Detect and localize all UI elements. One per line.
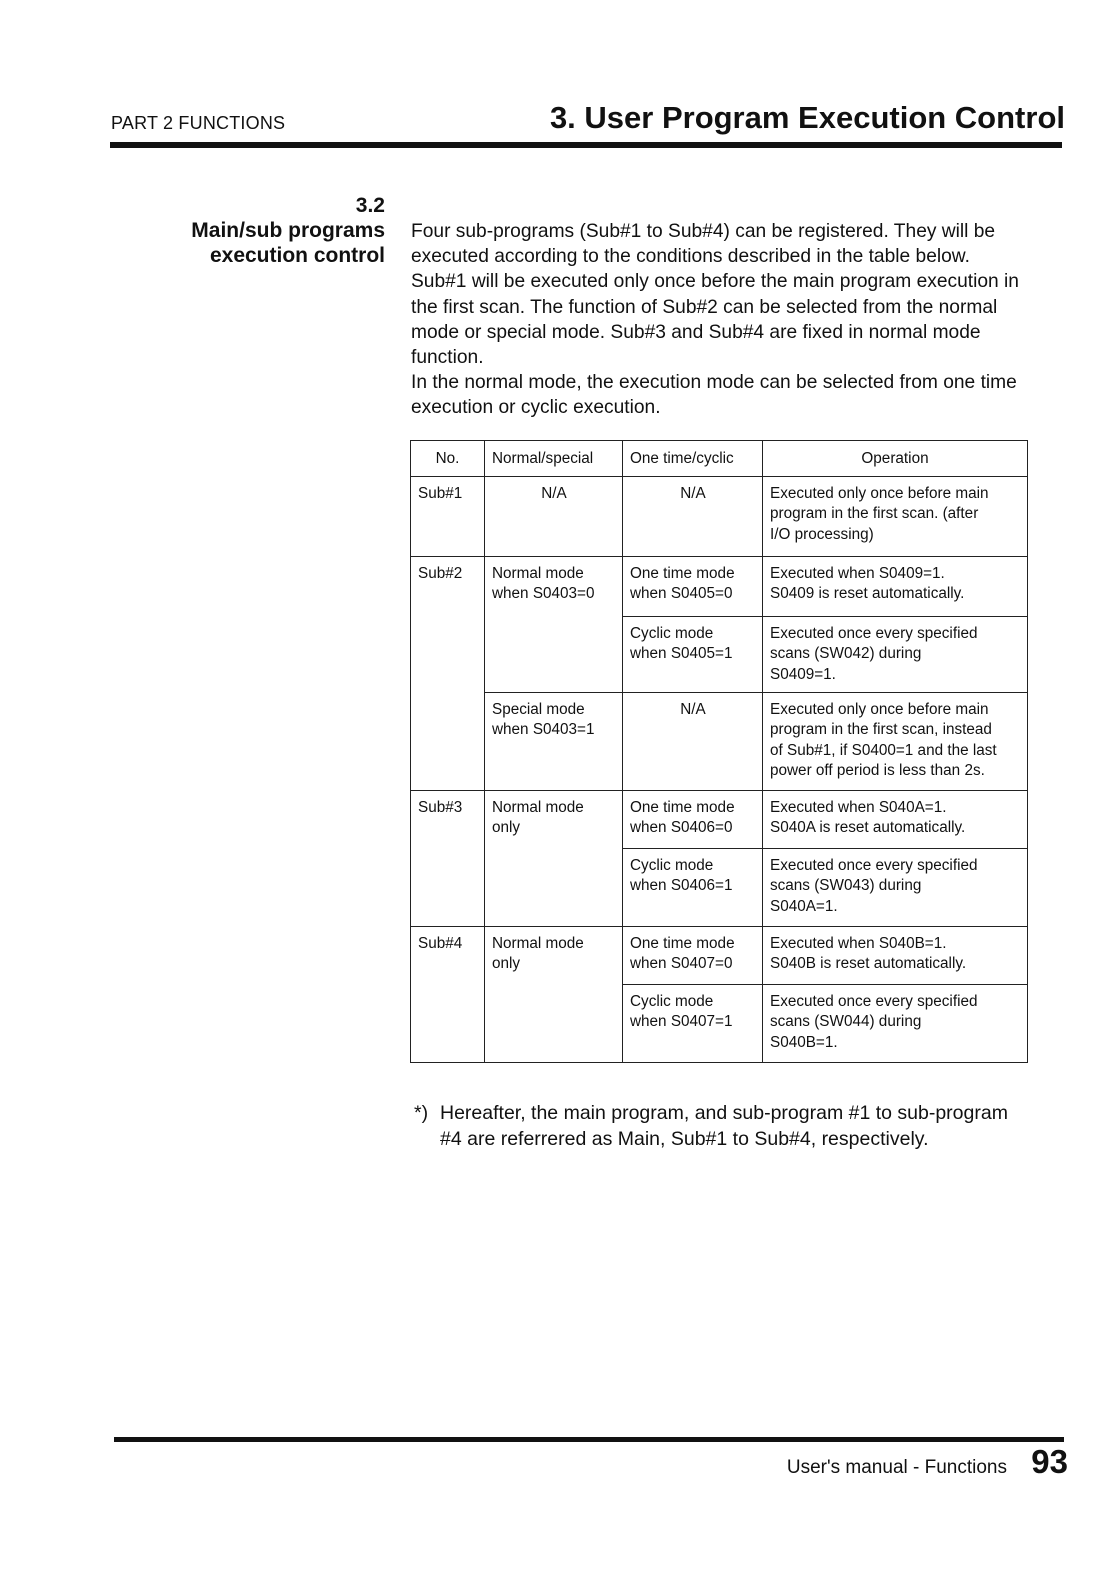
- cell-no: Sub#2: [411, 556, 485, 790]
- cell-normal-special: Normal mode only: [485, 926, 623, 1062]
- body-line: Four sub-programs (Sub#1 to Sub#4) can be registered. They will be: [411, 221, 996, 242]
- table-header-row: [411, 441, 1028, 477]
- header-no: No.: [411, 441, 485, 477]
- part-label: PART 2 FUNCTIONS: [111, 113, 286, 133]
- table-row: [411, 926, 1028, 984]
- cell-operation: Executed only once before main program in the first scan, instead of Sub#1, if S0400=1 and the last power off period is less than 2s.: [763, 692, 1028, 790]
- body-paragraph: [411, 219, 1071, 421]
- cell-mode: N/A: [623, 476, 763, 556]
- cell-operation: Executed when S040A=1. S040A is reset automatically.: [763, 790, 1028, 848]
- footer-rule: [114, 1437, 1064, 1442]
- cell-operation: Executed once every specified scans (SW044) during S040B=1.: [763, 984, 1028, 1062]
- cell-mode: One time mode when S0406=0: [623, 790, 763, 848]
- table-row: [411, 692, 1028, 790]
- cell-operation: Executed once every specified scans (SW042) during S0409=1.: [763, 616, 1028, 692]
- table-row: [411, 556, 1028, 616]
- cell-mode: N/A: [623, 692, 763, 790]
- body-line: function.: [411, 347, 484, 369]
- section-number: 3.2: [355, 194, 385, 217]
- chapter-title: 3. User Program Execution Control: [549, 100, 1065, 135]
- cell-mode: Cyclic mode when S0406=1: [623, 848, 763, 926]
- body-line: executed according to the conditions described in the table below.: [411, 246, 970, 268]
- cell-no: Sub#3: [411, 790, 485, 926]
- cell-normal-special: N/A: [485, 476, 623, 556]
- cell-mode: One time mode when S0407=0: [623, 926, 763, 984]
- cell-normal-special: Special mode when S0403=1: [485, 692, 623, 790]
- cell-mode: Cyclic mode when S0405=1: [623, 616, 763, 692]
- cell-normal-special: Normal mode only: [485, 790, 623, 926]
- footnote-mark: *): [414, 1102, 429, 1124]
- header-rule: [110, 142, 1062, 148]
- body-line: execution or cyclic execution.: [411, 397, 661, 419]
- body-line: mode or special mode. Sub#3 and Sub#4 are fixed in normal mode: [411, 321, 981, 343]
- cell-mode: One time mode when S0405=0: [623, 556, 763, 616]
- header-one-time-cyclic: One time/cyclic: [623, 441, 763, 477]
- footer-label: User's manual - Functions: [786, 1457, 1007, 1478]
- footnote: [414, 1101, 1064, 1152]
- body-line: Sub#1 will be executed only once before the main program execution in: [411, 271, 1019, 293]
- cell-operation: Executed only once before main program in the first scan. (after I/O processing): [763, 476, 1028, 556]
- body-line: In the normal mode, the execution mode can be selected from one time: [411, 372, 1017, 394]
- section-title-line1: Main/sub programs: [191, 219, 385, 242]
- table-row: [411, 790, 1028, 848]
- header-normal-special: Normal/special: [485, 441, 623, 477]
- page-number: 93: [1031, 1443, 1068, 1480]
- table-row: [411, 476, 1028, 556]
- cell-operation: Executed once every specified scans (SW043) during S040A=1.: [763, 848, 1028, 926]
- cell-operation: Executed when S0409=1. S0409 is reset automatically.: [763, 556, 1028, 616]
- footnote-line1: [414, 1101, 1064, 1127]
- footnote-text-line1: Hereafter, the main program, and sub-program #1 to sub-program: [440, 1102, 1008, 1124]
- cell-no: Sub#1: [411, 476, 485, 556]
- section-heading: [100, 193, 385, 268]
- section-title-line2: execution control: [209, 244, 385, 267]
- cell-no: Sub#4: [411, 926, 485, 1062]
- cell-operation: Executed when S040B=1. S040B is reset automatically.: [763, 926, 1028, 984]
- cell-normal-special: Normal mode when S0403=0: [485, 556, 623, 692]
- header-operation: Operation: [763, 441, 1028, 477]
- body-line: the first scan. The function of Sub#2 can be selected from the normal: [411, 296, 998, 318]
- cell-mode: Cyclic mode when S0407=1: [623, 984, 763, 1062]
- footnote-text-line2: #4 are referrered as Main, Sub#1 to Sub#4, respectively.: [440, 1127, 929, 1150]
- sub-program-table: [410, 440, 1028, 1063]
